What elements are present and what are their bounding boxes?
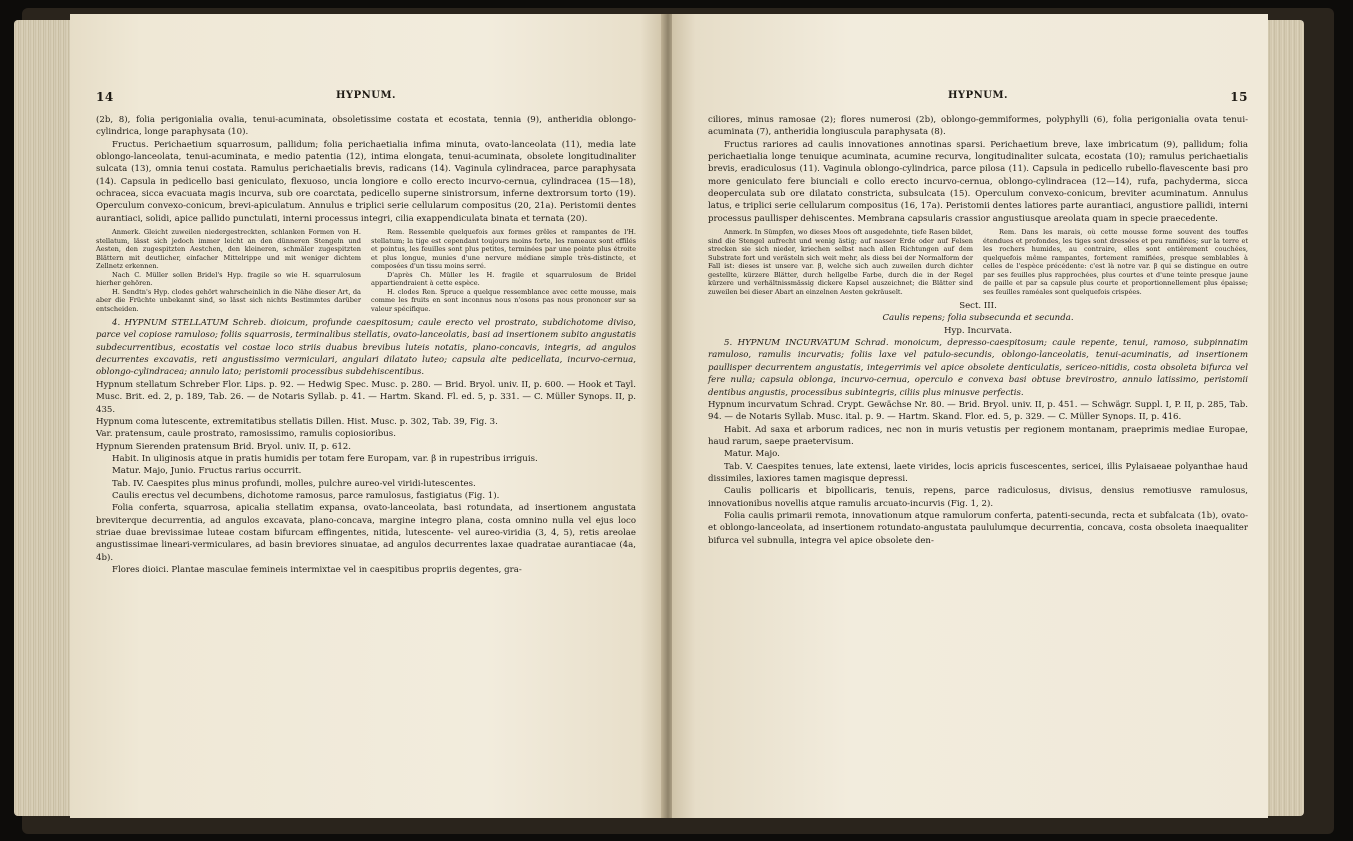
left-page-header: [96, 90, 636, 106]
synonym: Hypnum stellatum Schreber Flor. Lips. p. 92. — Hedwig Spec. Musc. p. 280. — Brid. Bryol. univ. II, p. 600. — Hook et Tayl. Musc. Brit. ed. 2, p. 189, Tab. 26. — de Notaris Syllab. p. 41. — Hartm. Skand. Fl. ed. 5, p. 331. — C. Müller Synops. II, p. 435.: [96, 379, 636, 415]
species-5-heading: 5. HYPNUM INCURVATUM Schrad. monoicum, depresso-caespitosum; caule repente, tenui, ramoso, subpinnatim ramuloso, ramulis incurvatis; foliis laxe vel patulo-secundis, oblongo-lanceolatis, tenui-acuminatis, ad insertionem paullisper decurrentem angustatis, integerrimis vel apice obsolete denticulatis, sericeo-nitidis, costa obsoleta bifurca vel fere nulla; capsula oblonga, incurvo-cernua, operculo e convexa basi obtuse brevirostro, annulo latissimo, peristomii dentibus angustis, processibus subintegris, ciliis plus minusve perfectis.: [708, 338, 1248, 398]
left-note-french: [371, 228, 636, 313]
left-paragraph-habit: Habit. In uliginosis atque in pratis humidis per totam fere Europam, var. β in rupestribus irriguis.: [112, 453, 538, 464]
right-paragraph-folia: Folia caulis primarii remota, innovationum atque ramulorum conferta, patenti-secunda, recta et subfalcata (1b), ovato- et oblongo-lanceolata, ad insertionem rotundato-angustata paululumque decurrentia, concava, costa obsoleta inaequaliter bifurca vel subnulla, integra vel apice obsolete den-: [708, 510, 1248, 546]
right-paragraph: ciliores, minus ramosae (2); flores numerosi (2b), oblongo-gemmiformes, polyphylli (6), folia perigonialia ovata tenui-acuminata (7), antheridia longiuscula paraphysata (8).: [708, 115, 1248, 138]
note-de-1: Anmerk. Gleicht zuweilen niedergestreckten, schlanken Formen von H. stellatum, lässt sich jedoch immer leicht an den dünneren Stengeln und Aesten, den zugespitzten Aestchen, den kleineren, schmäler zugespitzten Blättern mit deutlicher, einfacher Mittelrippe und mit weniger dichtem Zellnetz erkennen.: [96, 228, 361, 271]
left-paragraph: (2b, 8), folia perigonialia ovalia, tenui-acuminata, obsoletissime costata et ecostata, tennia (9), antheridia oblongo-cylindrica, longe paraphysata (10).: [96, 115, 636, 138]
right-paragraph-matur: Matur. Majo.: [724, 449, 780, 460]
page-edges-right: [1266, 20, 1304, 816]
right-note-french: [983, 228, 1248, 296]
note-fr-1: Rem. Ressemble quelquefois aux formes grêles et rampantes de l'H. stellatum; la tige est cependant toujours moins forte, les rameaux sont effilés et pointus, les feuilles sont plus petites, terminées par une pointe plus étroite et plus longue, munies d'une nervure médiane simple très-distincte, et composées d'un tissu moins serré.: [371, 228, 636, 271]
right-note-german: [708, 228, 973, 296]
right-running-head: HYPNUM.: [947, 90, 1009, 101]
synonym: Hypnum Sierenden pratensum Brid. Bryol. univ. II, p. 612.: [96, 441, 352, 452]
left-paragraph-matur: Matur. Majo, Junio. Fructus rarius occurrit.: [112, 466, 302, 477]
right-notes: [708, 228, 1248, 296]
synonym: Var. pratensum, caule prostrato, ramosissimo, ramulis copiosioribus.: [96, 429, 396, 440]
right-paragraph-habit: Habit. Ad saxa et arborum radices, nec non in muris vetustis per regionem montanam, praeprimis mediae Europae, haud rarum, saepe praetervisum.: [708, 424, 1248, 447]
left-paragraph-fructus: Fructus. Perichaetium squarrosum, pallidum; folia perichaetialia infima minuta, ovato-lanceolata (11), media late oblongo-lanceolata, tenui-acuminata, e medio patentia (12), intima elongata, tenui-acuminata, obsolete longitudinaliter sulcata (13), omnia tenui costata. Ramulus perichaetialis brevis, radicans (14). Vaginula cylindracea, parce paraphysata (14). Capsula in pedicello basi geniculato, flexuoso, uncia longiore e collo erecto incurvo-cernua, cylindracea (15—18), ochracea, sicca evacuata magis incurva, sub ore coarctata, pedicello superne sinistrorsum, inferne dextrorsum torto (19). Operculum convexo-conicum, brevi-apiculatum. Annulus e triplici serie cellularum compositus (20, 21a). Peristomii dentes aurantiaci, solidi, apice pallido punctulati, interni processus integri, cilia exappendiculata binata et ternata (20).: [96, 139, 636, 224]
right-page-number: 15: [1230, 90, 1248, 104]
left-note-german: [96, 228, 361, 313]
right-page-header: [708, 90, 1248, 106]
subgenus-heading: Hyp. Incurvata.: [944, 325, 1012, 336]
left-paragraph-flores: Flores dioici. Plantae masculae femineis intermixtae vel in caespitibus propriis degentes, gra-: [112, 564, 522, 575]
species-4-heading: 4. HYPNUM STELLATUM Schreb. dioicum, profunde caespitosum; caule erecto vel prostrato, subdichotome diviso, parce vel copiose ramuloso; foliis squarrosis, terminalibus stellatis, ovato-lanceolatis, basi ad insertionem subito angustatis subdecurrentibus, ecostatis vel costae loco striis duabus brevibus luteis notatis, plano-concavis, integris, ad angulos decurrentes excavatis, reti angustissimo vermiculari, angulari dilatato luteo; capsula alte pedicellata, incurvo-cernua, oblongo-cylindracea; annulo lato; peristomii processibus subdehiscentibus.: [96, 318, 636, 378]
right-page: [672, 14, 1268, 818]
right-paragraph-caulis: Caulis pollicaris et bipollicaris, tenuis, repens, parce radiculosus, divisus, densius remotiusve ramulosus, innovationibus novellis atque ramulis arcuato-incurvis (Fig. 1, 2).: [708, 486, 1248, 509]
right-page-body: [708, 114, 1248, 547]
right-paragraph-fructus: Fructus rariores ad caulis innovationes annotinas sparsi. Perichaetium breve, laxe imbricatum (9), pallidum; folia perichaetialia longe tenuique acuminata, acumine recurva, longitudinaliter sulcata, ecostata (10); ramulus perichaetialis brevis, eradiculosus (11). Vaginula oblongo-cylindrica, parce pilosa (11). Capsula in pedicello rubello-flavescente basi pro more geniculato fere biunciali e collo erecto incurvo-cernua, oblongo-cylindracea (12—14), rufa, pachyderma, sicca deoperculata sub ore dilatato constricta, subsulcata (15). Operculum convexo-conicum, breviter acuminatum. Annulus latus, e triplici serie cellularum compositus (16, 17a). Peristomii dentes latiores parte aurantiaci, angustiore pallidi, interni processus paullisper dehiscentes. Membrana capsularis crassior angustiusque areolata quam in specie praecedente.: [708, 139, 1248, 224]
note-fr-3: H. clodes Ren. Spruce a quelque ressemblance avec cette mousse, mais comme les fruits en sont inconnus nous n'osons pas nous prononcer sur sa valeur spécifique.: [371, 287, 636, 313]
note-de-3: H. Sendtn's Hyp. clodes gehört wahrscheinlich in die Nähe dieser Art, da aber die Früchte unbekannt sind, so lässt sich nichts Bestimmtes darüber entscheiden.: [96, 287, 361, 313]
note-fr-1: Rem. Dans les marais, où cette mousse forme souvent des touffes étendues et profondes, les tiges sont dressées et peu ramifiées; sur la terre et les rochers humides, au contraire, elles sont entièrement couchées, quelquefois même rampantes, fortement ramifiées, presque semblables à celles de l'espèce précédente: c'est là notre var. β qui se distingue en outre par ses feuilles plus rapprochées, plus courtes et d'une teinte presque jaune de paille et par sa capsule plus courte et proportionnellement plus épaisse; ses feuilles raméales sont quelquefois crispées.: [983, 228, 1248, 296]
left-page-body: [96, 114, 636, 576]
left-notes: [96, 228, 636, 313]
left-page-number: 14: [96, 90, 114, 104]
right-paragraph-tab: Tab. V. Caespites tenues, late extensi, laete virides, locis apricis fuscescentes, sericei, illis Pylaisaeae polyanthae haud dissimiles, laxiores tamen magisque depressi.: [708, 461, 1248, 484]
synonym: Hypnum coma lutescente, extremitatibus stellatis Dillen. Hist. Musc. p. 302, Tab. 39, Fig. 3.: [96, 416, 498, 427]
section-subheading: Caulis repens; folia subsecunda et secunda.: [882, 313, 1074, 324]
note-de-1: Anmerk. In Sümpfen, wo dieses Moos oft ausgedehnte, tiefe Rasen bildet, sind die Stengel aufrecht und wenig ästig; auf nasser Erde oder auf Felsen strecken sie sich nieder, kriechen selbst nach allen Richtungen auf dem Substrate fort und verästeln sich weit mehr, als diess bei der Normalform der Fall ist: dieses ist unsere var. β, welche sich auch zuweilen durch dichter gestellte, kürzere Blätter, durch hellgelbe Farbe, durch die in der Regel kürzere und verhältnissmässig dickere Kapsel auszeichnet; die Blätter sind zuweilen bei dieser Abart an einzelnen Aesten gekräuselt.: [708, 228, 973, 296]
note-fr-2: D'après Ch. Müller les H. fragile et squarrulosum de Bridel appartiendraient à cette espèce.: [371, 270, 636, 288]
left-paragraph-caulis: Caulis erectus vel decumbens, dichotome ramosus, parce ramulosus, fastigiatus (Fig. 1).: [112, 490, 500, 501]
note-de-2: Nach C. Müller sollen Bridel's Hyp. fragile so wie H. squarrulosum hierher gehören.: [96, 270, 361, 288]
left-page: [70, 14, 664, 818]
left-paragraph-folia: Folia conferta, squarrosa, apicalia stellatim expansa, ovato-lanceolata, basi rotundata, ad insertionem angustata breviterque decurrentia, ad angulos excavata, plano-concava, margine integro plana, costa omnino nulla vel ejus loco striae duae brevissimae luteae costam bifurcam effingentes, nitida, lutescente- vel aureo-viridia (3, 4, 5), retis areolae angustissimae lineari-vermiculares, ad basin breviores sinuatae, ad angulos decurrentes laxae quadratae aurantiacae (4a, 4b).: [96, 503, 636, 563]
synonym: Hypnum incurvatum Schrad. Crypt. Gewächse Nr. 80. — Brid. Bryol. univ. II, p. 451. — Schwägr. Suppl. I, P. II, p. 285, Tab. 94. — de Notaris Syllab. Musc. ital. p. 9. — Hartm. Skand. Flor. ed. 5, p. 329. — C. Müller Synops. II, p. 416.: [708, 399, 1248, 423]
left-paragraph-tab: Tab. IV. Caespites plus minus profundi, molles, pulchre aureo-vel viridi-lutescentes.: [112, 478, 476, 489]
left-running-head: HYPNUM.: [335, 90, 397, 101]
page-edges-left: [14, 20, 72, 816]
section-heading: Sect. III.: [959, 301, 997, 312]
